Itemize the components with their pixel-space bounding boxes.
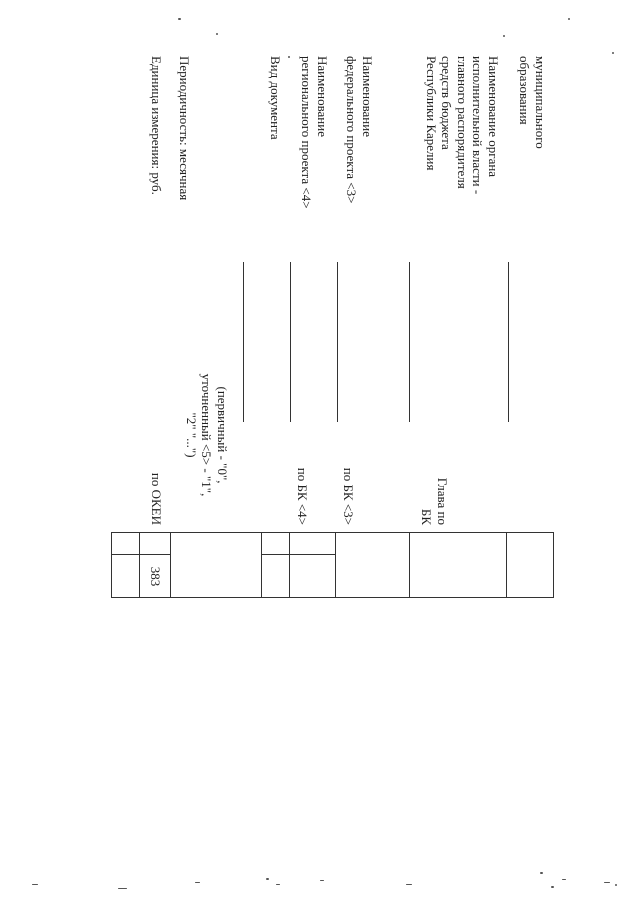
code-row-divider (289, 532, 290, 598)
label-executive-body: Наименование органа исполнительной власти - главного распорядителя средств бюджета Республики Карелия (424, 56, 501, 195)
label-unit-measure: Единица измерения: руб. (149, 56, 164, 195)
fill-line-federal-project (337, 262, 338, 422)
code-row-divider (335, 532, 336, 598)
code-row-divider (506, 532, 507, 598)
code-row-divider (170, 532, 171, 598)
fill-line-document-type (243, 262, 244, 422)
fill-line-executive-body (409, 262, 410, 422)
code-row-divider (261, 532, 262, 598)
fill-line-municipality (508, 262, 509, 422)
label-municipality: муниципального образования (517, 56, 548, 149)
okei-code-value: 383 (148, 566, 163, 587)
code-label-okei: по ОКЕИ (149, 472, 164, 525)
fill-line-regional-project (290, 262, 291, 422)
label-regional-project: Наименование регионального проекта <4> (299, 56, 330, 209)
label-federal-project: Наименование федерального проекта <3> (344, 56, 375, 204)
code-label-chapter: Глава по БК (419, 477, 450, 525)
label-document-type: Вид документа (268, 56, 283, 140)
code-column-split (262, 554, 336, 555)
document-type-note: (первичный - "0", уточненный <5> - "1", "2" "...") (184, 373, 230, 497)
code-row-divider (139, 532, 140, 598)
code-label-regional: по БК <4> (295, 467, 310, 525)
code-column (111, 532, 554, 598)
code-row-divider (409, 532, 410, 598)
code-label-federal: по БК <3> (341, 467, 356, 525)
label-periodicity: Периодичность: месячная (177, 56, 192, 201)
